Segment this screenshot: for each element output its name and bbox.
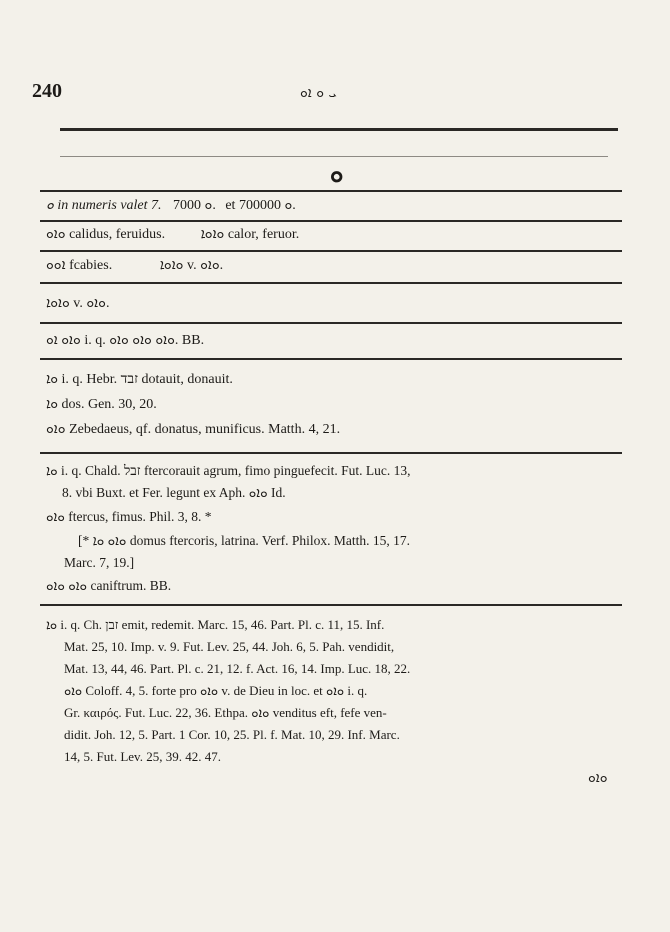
entry-line-9 [46, 462, 411, 480]
entry-text: 8. vbi Buxt. et Fer. legunt ex Aph. ܘܐܘ Id. [62, 485, 286, 500]
entry-text: ܘܐܘ ܘܐܘ caniftrum. BB. [46, 578, 172, 593]
entry-text: ܘܐܘ Zebedaeus, qf. donatus, munificus. Matth. 4, 21. [46, 422, 341, 437]
entry-text: ܘܐܘܐ v. ܘܐܘ. [46, 296, 110, 311]
entry-line-7 [46, 396, 157, 414]
entry-text: ܘܐ dos. Gen. 30, 20. [46, 397, 157, 412]
entry-rule [40, 358, 622, 360]
catchword: ܘܐܘ [588, 770, 608, 786]
entry-text: ܘܐ i. q. Chald. זבל ftercorauit agrum, fimo pinguefecit. Fut. Luc. 13, [46, 463, 411, 478]
entry-text: ܘܐܘܐ calor, feruor. [200, 227, 300, 242]
entry-rule [40, 250, 622, 252]
entry-text: et ܘ 700000. [225, 198, 296, 213]
entry-line-10 [46, 508, 212, 526]
entry-text: Mat. 13, 44, 46. Part. Pl. c. 21, 12. f. Act. 16, 14. Imp. Luc. 18, 22. [64, 661, 411, 676]
entry-text: Marc. 7, 19.] [64, 555, 135, 570]
entry-text: didit. Joh. 12, 5. Part. 1 Cor. 10, 25. Pl. f. Mat. 10, 29. Inf. Marc. [64, 727, 400, 742]
entry-line-11 [78, 532, 410, 550]
running-head: ܝ ܘ ܐܘ [300, 85, 337, 101]
entry-rule [40, 282, 622, 284]
entry-text: ܘܐܘ Coloff. 4, 5. forte pro ܘܐܘ v. de Dieu in loc. et ܘܐܘ i. q. [64, 683, 368, 698]
entry-line-12 [46, 577, 171, 595]
entry-line-1 [46, 197, 296, 215]
entry-line-13c [64, 660, 410, 678]
entry-line-6 [46, 371, 233, 389]
entry-rule [40, 220, 622, 222]
entry-line-5 [46, 332, 204, 350]
entry-line-8 [46, 421, 340, 439]
entry-text: ܘܐܘ ܐܘ i. q. ܘܐܘ ܘܐܘ ܘܐܘ. BB. [46, 333, 205, 348]
entry-text: ܘܐ i. q. Ch. זבן emit, redemit. Marc. 15, 46. Part. Pl. c. 11, 15. Inf. [46, 617, 385, 632]
entry-rule [40, 604, 622, 606]
entry-line-3 [46, 257, 223, 275]
entry-text: Mat. 25, 10. Imp. v. 9. Fut. Lev. 25, 44. Joh. 6, 5. Pah. vendidit, [64, 639, 395, 654]
entry-text: ܘ 7000. [173, 198, 216, 213]
entry-text: ܘܐܘ calidus, feruidus. [46, 227, 166, 242]
thin-rule [60, 156, 608, 157]
entry-line-11b [64, 554, 134, 572]
entry-line-13d [64, 682, 367, 700]
entry-text: ܘܐܘ ftercus, fimus. Phil. 3, 8. * [46, 509, 212, 524]
entry-text: ܘܐ i. q. Hebr. זבד dotauit, donauit. [46, 372, 233, 387]
entry-line-9b [62, 484, 286, 502]
entry-line-2 [46, 226, 299, 244]
entry-rule [40, 322, 622, 324]
entry-text: [* ܘܐܘ ܘܐ domus ftercoris, latrina. Verf. Philox. Matth. 15, 17. [78, 533, 411, 548]
entry-text: ܘܐܘܐ v. ܘܐܘ. [159, 258, 224, 273]
entry-line-13a [46, 616, 384, 634]
entry-text: ܐܘܘ fcabies. [46, 258, 113, 273]
header-rule [60, 128, 618, 131]
entry-text: 14, 5. Fut. Lev. 25, 39. 42. 47. [64, 749, 221, 764]
page-number: 240 [32, 80, 62, 102]
entry-line-13e [64, 704, 387, 722]
entry-rule [40, 452, 622, 454]
entry-line-13g [64, 748, 221, 766]
entry-line-13f [64, 726, 400, 744]
entry-line-13b [64, 638, 394, 656]
entry-line-4 [46, 295, 109, 313]
entry-text: Gr. καιρός. Fut. Luc. 22, 36. Ethpa. ܘܐܘ venditus eft, fefe ven- [64, 705, 387, 720]
entry-text: ܘ in numeris valet 7. [46, 198, 162, 213]
section-rule [40, 190, 622, 192]
section-letter: ܘ [330, 160, 344, 188]
